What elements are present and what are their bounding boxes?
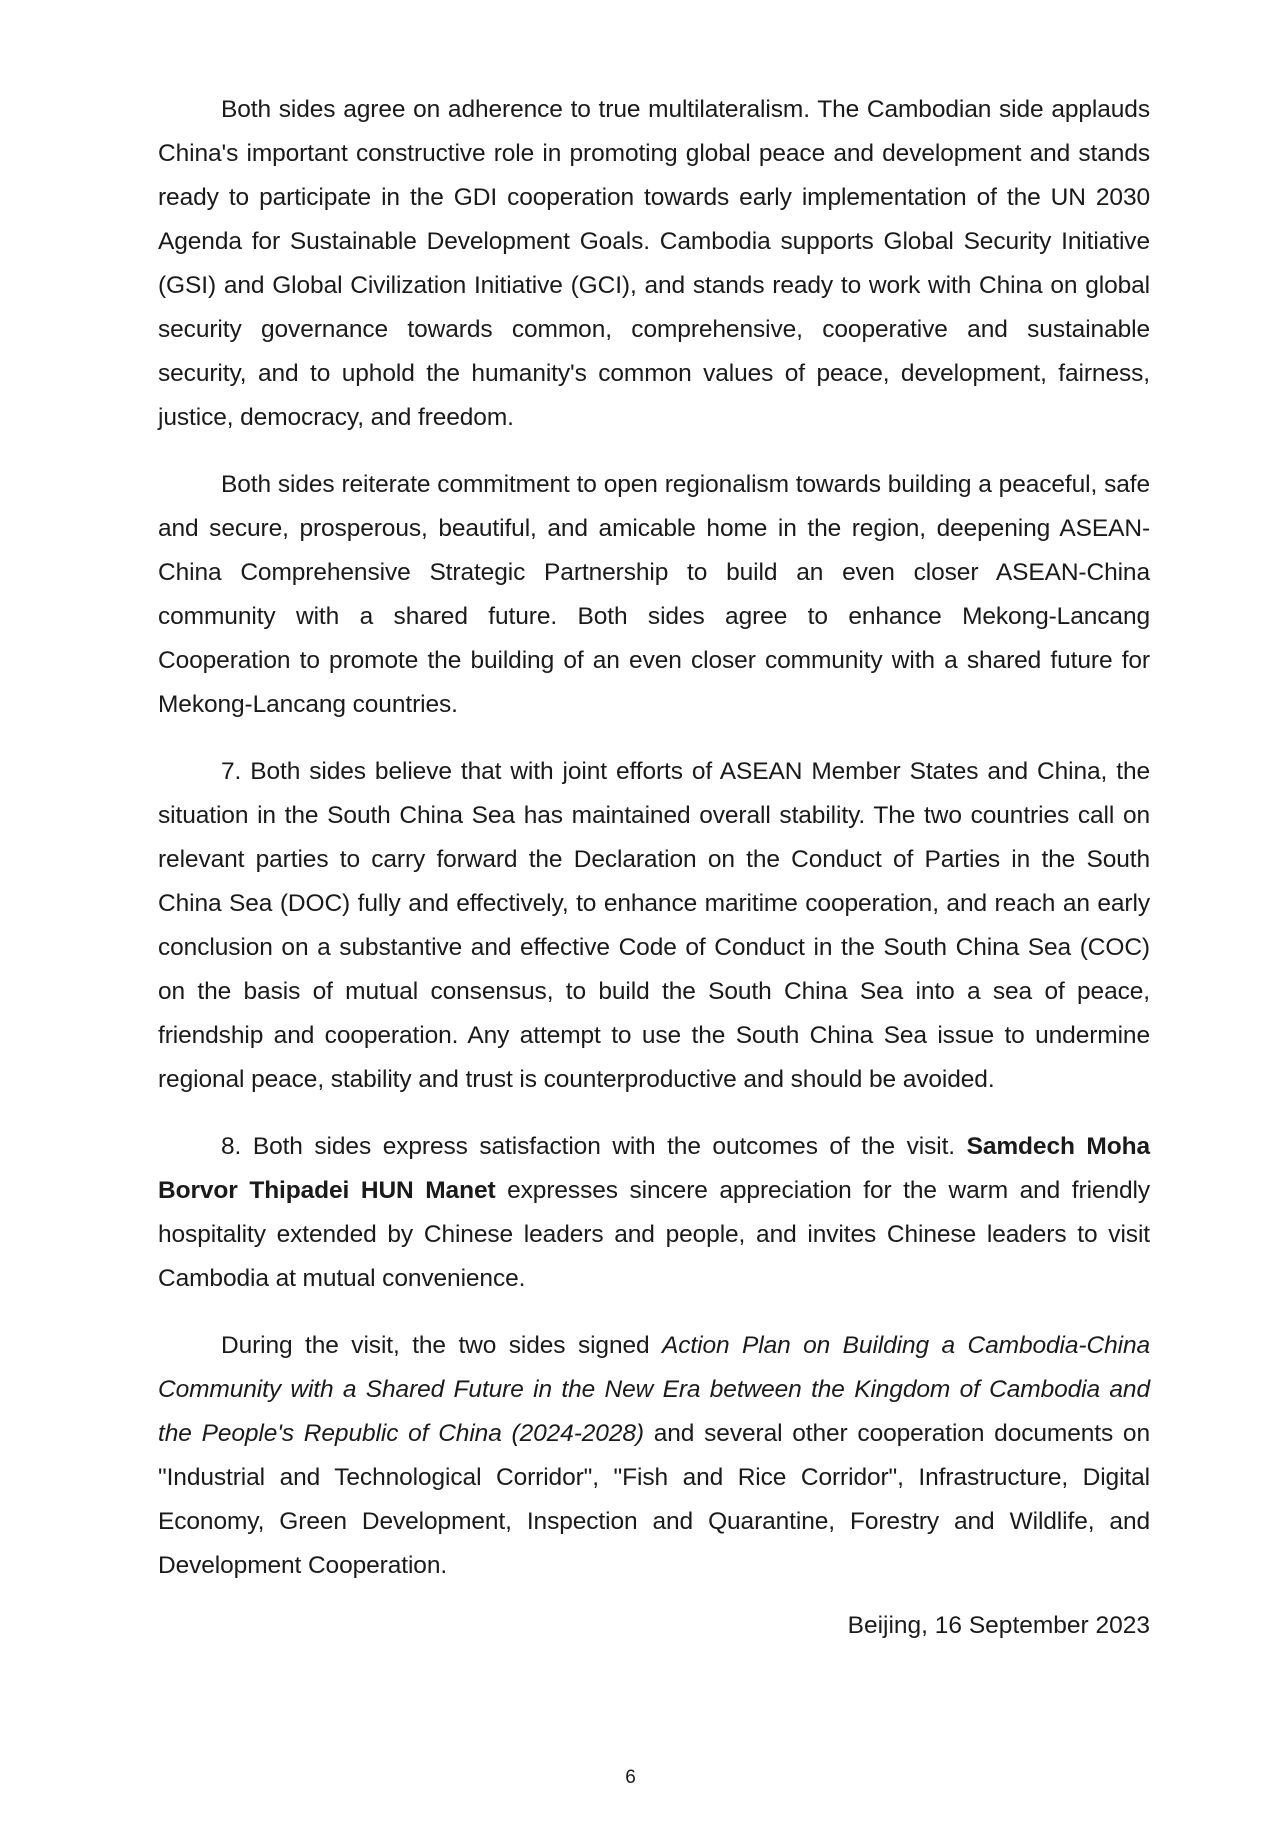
paragraph-signed-documents (158, 1324, 1150, 1588)
paragraph-south-china-sea: 7. Both sides believe that with joint efforts of ASEAN Member States and China, the situation in the South China Sea has maintained overall stability. The two countries call on relevant parties to carry forward the Declaration on the Conduct of Parties in the South China Sea (DOC) fully and effectively, to enhance maritime cooperation, and reach an early conclusion on a substantive and effective Code of Conduct in the South China Sea (COC) on the basis of mutual consensus, to build the South China Sea into a sea of peace, friendship and cooperation. Any attempt to use the South China Sea issue to undermine regional peace, stability and trust is counterproductive and should be avoided. (158, 758, 1150, 1093)
paragraph-regionalism: Both sides reiterate commitment to open regionalism towards building a peaceful, safe and secure, prosperous, beautiful, and amicable home in the region, deepening ASEAN-China Comprehensive Strategic Partnership to build an even closer ASEAN-China community with a shared future. Both sides agree to enhance Mekong-Lancang Cooperation to promote the building of an even closer community with a shared future for Mekong-Lancang countries. (158, 471, 1150, 718)
place-and-date: Beijing, 16 September 2023 (847, 1612, 1150, 1639)
page-number: 6 (625, 1767, 636, 1788)
paragraph-visit-outcomes-lead: 8. Both sides express satisfaction with the outcomes of the visit. (221, 1133, 967, 1160)
paragraph-visit-outcomes-rest: expresses sincere appreciation for the warm and friendly hospitality extended by Chinese leaders and people, and invites Chinese leaders to visit Cambodia at mutual convenience. (158, 1177, 1150, 1292)
leader-name: Samdech Moha Borvor Thipadei HUN Manet (158, 1133, 1150, 1204)
paragraph-signed-documents-lead: During the visit, the two sides signed (221, 1332, 663, 1359)
document-body (158, 88, 1150, 1611)
paragraph-multilateralism: Both sides agree on adherence to true multilateralism. The Cambodian side applauds China's important constructive role in promoting global peace and development and stands ready to participate in the GDI cooperation towards early implementation of the UN 2030 Agenda for Sustainable Development Goals. Cambodia supports Global Security Initiative (GSI) and Global Civilization Initiative (GCI), and stands ready to work with China on global security governance towards common, comprehensive, cooperative and sustainable security, and to uphold the humanity's common values of peace, development, fairness, justice, democracy, and freedom. (158, 96, 1150, 431)
paragraph-signed-documents-rest: and several other cooperation documents on "Industrial and Technological Corridor", "Fish and Rice Corridor", Infrastructure, Digital Economy, Green Development, Inspection and Quarantine, Forestry and Wildlife, and Development Cooperation. (158, 1420, 1150, 1579)
paragraph-visit-outcomes (158, 1125, 1150, 1301)
action-plan-title: Action Plan on Building a Cambodia-China Community with a Shared Future in the New Era between the Kingdom of Cambodia and the People's Republic of China (2024-2028) (158, 1332, 1150, 1447)
